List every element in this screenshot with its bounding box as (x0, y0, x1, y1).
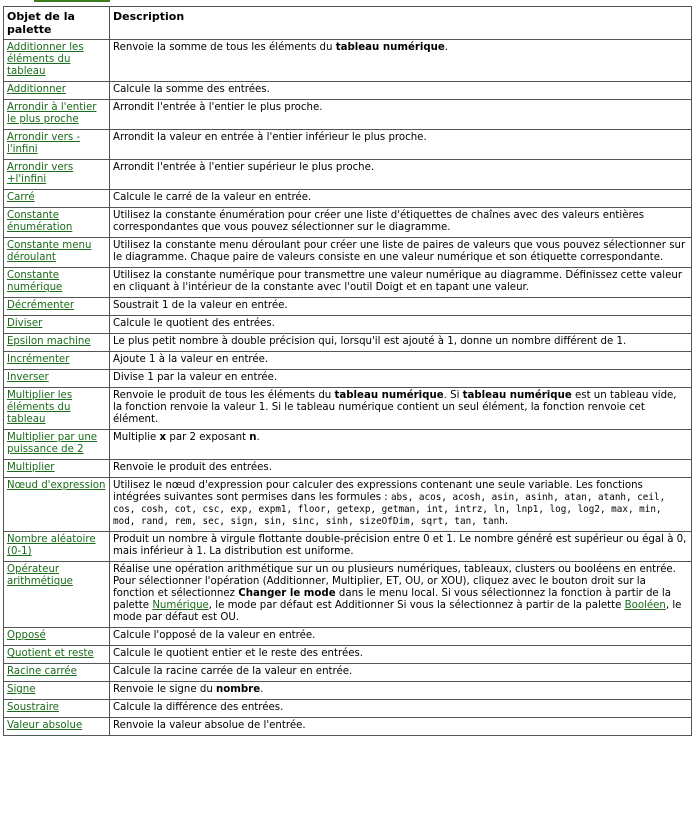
description-text: . (256, 432, 260, 443)
object-link[interactable]: Quotient et reste (7, 648, 94, 659)
object-cell (4, 682, 110, 700)
description-text: . Si (443, 390, 463, 401)
description-cell (110, 682, 692, 700)
table-row (4, 352, 692, 370)
description-text: Calcule la différence des entrées. (113, 702, 284, 713)
table-row (4, 388, 692, 430)
object-cell (4, 238, 110, 268)
table-row (4, 478, 692, 532)
table-body (4, 40, 692, 736)
object-cell (4, 268, 110, 298)
description-text: Calcule le quotient des entrées. (113, 318, 275, 329)
description-cell (110, 388, 692, 430)
object-link[interactable]: Soustraire (7, 702, 59, 713)
description-cell (110, 352, 692, 370)
description-cell (110, 100, 692, 130)
object-link[interactable]: Epsilon machine (7, 336, 91, 347)
object-link[interactable]: Opérateur arithmétique (7, 564, 73, 587)
object-link[interactable]: Nœud d'expression (7, 480, 106, 491)
table-row (4, 718, 692, 736)
table-row (4, 268, 692, 298)
object-cell (4, 316, 110, 334)
object-link[interactable]: Décrémenter (7, 300, 75, 311)
object-link[interactable]: Constante numérique (7, 270, 63, 293)
description-cell (110, 460, 692, 478)
object-cell (4, 646, 110, 664)
header-object: Objet de la palette (4, 7, 110, 40)
object-cell (4, 100, 110, 130)
description-text: Ajoute 1 à la valeur en entrée. (113, 354, 269, 365)
description-cell (110, 700, 692, 718)
object-link[interactable]: Additionner les éléments du tableau (7, 42, 84, 77)
bold-term: nombre (216, 684, 261, 695)
table-row (4, 334, 692, 352)
object-link[interactable]: Carré (7, 192, 35, 203)
description-text: Utilisez la constante énumération pour créer une liste d'étiquettes de chaînes avec des valeurs entières correspondantes que vous pouvez sélectionner sur le diagramme. (113, 210, 645, 233)
object-cell (4, 298, 110, 316)
object-cell (4, 82, 110, 100)
table-row (4, 82, 692, 100)
header-description: Description (110, 7, 692, 40)
table-row (4, 700, 692, 718)
object-cell (4, 460, 110, 478)
description-text: Calcule le quotient entier et le reste des entrées. (113, 648, 364, 659)
description-cell (110, 130, 692, 160)
object-cell (4, 628, 110, 646)
table-row (4, 316, 692, 334)
object-link[interactable]: Diviser (7, 318, 43, 329)
object-link[interactable]: Constante énumération (7, 210, 73, 233)
table-row (4, 190, 692, 208)
description-cell (110, 316, 692, 334)
object-cell (4, 664, 110, 682)
object-link[interactable]: Multiplier par une puissance de 2 (7, 432, 98, 455)
table-row (4, 160, 692, 190)
function-list: abs, acos, acosh, asin, asinh, atan, atanh, ceil, cos, cosh, cot, csc, exp, expm1, floor, getexp, getman, int, intrz, ln, lnp1, log, log2, max, min, mod, rand, rem, sec, sign, sin, sinc, sinh, sizeOfDim, sqrt, tan, tanh (113, 492, 666, 527)
palette-table (3, 6, 692, 736)
table-row (4, 682, 692, 700)
table-row (4, 208, 692, 238)
description-cell (110, 664, 692, 682)
table-row (4, 628, 692, 646)
description-cell (110, 82, 692, 100)
description-text: Divise 1 par la valeur en entrée. (113, 372, 278, 383)
palette-link[interactable]: Booléen (624, 600, 666, 611)
object-link[interactable]: Racine carrée (7, 666, 77, 677)
description-cell (110, 628, 692, 646)
description-cell (110, 718, 692, 736)
object-cell (4, 208, 110, 238)
description-cell (110, 268, 692, 298)
description-text: Le plus petit nombre à double précision qui, lorsqu'il est ajouté à 1, donne un nombre différent de 1. (113, 336, 627, 347)
object-cell (4, 532, 110, 562)
description-text: Calcule la somme des entrées. (113, 84, 270, 95)
table-row (4, 130, 692, 160)
description-text: Multiplie (113, 432, 160, 443)
table-row (4, 40, 692, 82)
bold-term: tableau numérique (335, 42, 445, 53)
description-text: Calcule l'opposé de la valeur en entrée. (113, 630, 316, 641)
object-link[interactable]: Additionner (7, 84, 66, 95)
object-link[interactable]: Arrondir vers -l'infini (7, 132, 81, 155)
description-cell (110, 646, 692, 664)
object-cell (4, 40, 110, 82)
object-link[interactable]: Nombre aléatoire (0-1) (7, 534, 96, 557)
description-text: est un tableau vide, la fonction renvoie la valeur 1. Si le tableau numérique contient un seul élément, la fonction renvoie cet élément. (113, 390, 677, 425)
description-text: Renvoie la valeur absolue de l'entrée. (113, 720, 306, 731)
description-text: Soustrait 1 de la valeur en entrée. (113, 300, 288, 311)
object-cell (4, 130, 110, 160)
object-link[interactable]: Inverser (7, 372, 49, 383)
object-cell (4, 700, 110, 718)
object-cell (4, 430, 110, 460)
table-row (4, 430, 692, 460)
object-link[interactable]: Multiplier (7, 462, 55, 473)
description-text: Arrondit l'entrée à l'entier supérieur le plus proche. (113, 162, 375, 173)
description-cell (110, 334, 692, 352)
bold-term: n (249, 432, 257, 443)
description-cell (110, 562, 692, 628)
object-link[interactable]: Arrondir vers +l'infini (7, 162, 74, 185)
table-row (4, 100, 692, 130)
bold-term: Changer le mode (238, 588, 336, 599)
table-row (4, 562, 692, 628)
table-row (4, 646, 692, 664)
object-link[interactable]: Constante menu déroulant (7, 240, 92, 263)
description-text: par 2 exposant (166, 432, 250, 443)
table-row (4, 238, 692, 268)
description-cell (110, 160, 692, 190)
description-cell (110, 190, 692, 208)
object-cell (4, 160, 110, 190)
object-cell (4, 562, 110, 628)
description-text: Renvoie le produit des entrées. (113, 462, 272, 473)
description-text: , le mode par défaut est OU. (113, 600, 682, 623)
description-text: dans le menu local. Si vous sélectionnez la fonction à partir de la palette (113, 588, 672, 611)
description-text: Renvoie la somme de tous les éléments du (113, 42, 336, 53)
description-text: . (260, 684, 264, 695)
description-text: . (444, 42, 449, 53)
object-cell (4, 370, 110, 388)
description-text: Utilisez le nœud d'expression pour calculer des expressions contenant une seule variable. Les fonctions intégrées suivantes sont permises dans les formules : (113, 480, 643, 503)
table-row (4, 532, 692, 562)
description-text: Utilisez la constante menu déroulant pour créer une liste de paires de valeurs que vous pouvez sélectionner sur le diagramme. Chaque paire de valeurs consiste en une valeur numérique et son étiquette correspondante. (113, 240, 686, 263)
table-row (4, 298, 692, 316)
description-cell (110, 238, 692, 268)
description-cell (110, 40, 692, 82)
description-text: Utilisez la constante numérique pour transmettre une valeur numérique au diagramme. Définissez cette valeur en cliquant à l'intérieur de la constante avec l'outil Doigt et en tapant une valeur. (113, 270, 683, 293)
bold-term: tableau numérique (462, 390, 572, 401)
description-text: Renvoie le signe du (113, 684, 217, 695)
object-cell (4, 334, 110, 352)
description-text: Réalise une opération arithmétique sur un ou plusieurs numériques, tableaux, clusters ou booléens en entrée. Pour sélectionner l'opération (Additionner, Multiplier, ET, OU, or XOU), cliquez avec le bouton droit sur la fonction et sélectionnez (113, 564, 676, 599)
object-cell (4, 478, 110, 532)
top-divider (34, 0, 110, 2)
description-text: . (504, 516, 509, 527)
object-cell (4, 190, 110, 208)
header-row (4, 7, 692, 40)
palette-link[interactable]: Numérique (152, 600, 209, 611)
object-link[interactable]: Signe (7, 684, 36, 695)
object-cell (4, 352, 110, 370)
description-cell (110, 370, 692, 388)
description-text: , le mode par défaut est Additionner Si vous la sélectionnez à partir de la palette (208, 600, 625, 611)
object-link[interactable]: Multiplier les éléments du tableau (7, 390, 73, 425)
bold-term: tableau numérique (334, 390, 444, 401)
object-cell (4, 388, 110, 430)
description-text: Calcule le carré de la valeur en entrée. (113, 192, 312, 203)
table-row (4, 460, 692, 478)
description-cell (110, 298, 692, 316)
description-text: Arrondit la valeur en entrée à l'entier inférieur le plus proche. (113, 132, 427, 143)
description-cell (110, 208, 692, 238)
description-cell (110, 478, 692, 532)
table-row (4, 664, 692, 682)
object-link[interactable]: Valeur absolue (7, 720, 83, 731)
description-cell (110, 532, 692, 562)
object-link[interactable]: Incrémenter (7, 354, 70, 365)
object-link[interactable]: Opposé (7, 630, 46, 641)
bold-term: x (159, 432, 167, 443)
description-text: Produit un nombre à virgule flottante double-précision entre 0 et 1. Le nombre généré est supérieur ou égal à 0, mais inférieur à 1. La distribution est uniforme. (113, 534, 687, 557)
description-text: Renvoie le produit de tous les éléments du (113, 390, 335, 401)
object-link[interactable]: Arrondir à l'entier le plus proche (7, 102, 97, 125)
description-text: Arrondit l'entrée à l'entier le plus proche. (113, 102, 323, 113)
description-cell (110, 430, 692, 460)
table-row (4, 370, 692, 388)
description-text: Calcule la racine carrée de la valeur en entrée. (113, 666, 353, 677)
object-cell (4, 718, 110, 736)
